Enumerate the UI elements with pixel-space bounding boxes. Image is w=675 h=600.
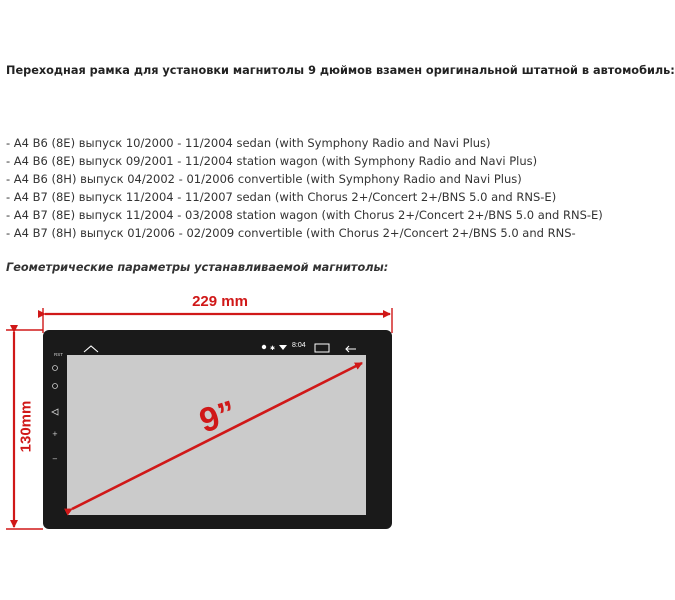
head-unit-diagram — [0, 286, 600, 600]
compatibility-list — [6, 134, 603, 242]
list-item: - A4 B6 (8H) выпуск 04/2002 - 01/2006 convertible (with Symphony Radio and Navi Plus) — [6, 172, 522, 186]
location-icon — [262, 345, 266, 349]
width-label: 229 mm — [192, 293, 248, 310]
volume-down-icon[interactable]: − — [52, 455, 58, 463]
list-item: - A4 B7 (8E) выпуск 11/2004 - 11/2007 sedan (with Chorus 2+/Concert 2+/BNS 5.0 and RNS-E) — [6, 190, 557, 204]
rst-label: RST — [54, 352, 63, 357]
geometry-subheading: Геометрические параметры устанавливаемой магнитолы: — [6, 261, 389, 274]
list-item: - A4 B7 (8H) выпуск 01/2006 - 02/2009 convertible (with Chorus 2+/Concert 2+/BNS 5.0 and RNS- — [6, 226, 576, 240]
status-time: 8:04 — [292, 342, 306, 349]
list-item: - A4 B6 (8E) выпуск 10/2000 - 11/2004 sedan (with Symphony Radio and Navi Plus) — [6, 136, 491, 150]
volume-up-icon[interactable]: + — [52, 430, 58, 438]
bluetooth-icon: ✱ — [270, 345, 276, 352]
list-item: - A4 B6 (8E) выпуск 09/2001 - 11/2004 station wagon (with Symphony Radio and Navi Plus) — [6, 154, 538, 168]
page-heading: Переходная рамка для установки магнитолы 9 дюймов взамен оригинальной штатной в автомобиль: — [6, 64, 675, 77]
list-item: - A4 B7 (8E) выпуск 11/2004 - 03/2008 station wagon (with Chorus 2+/Concert 2+/BNS 5.0 and RNS-E) — [6, 208, 603, 222]
diagonal-label: 9” — [195, 393, 241, 441]
height-label: 130mm — [17, 400, 35, 453]
